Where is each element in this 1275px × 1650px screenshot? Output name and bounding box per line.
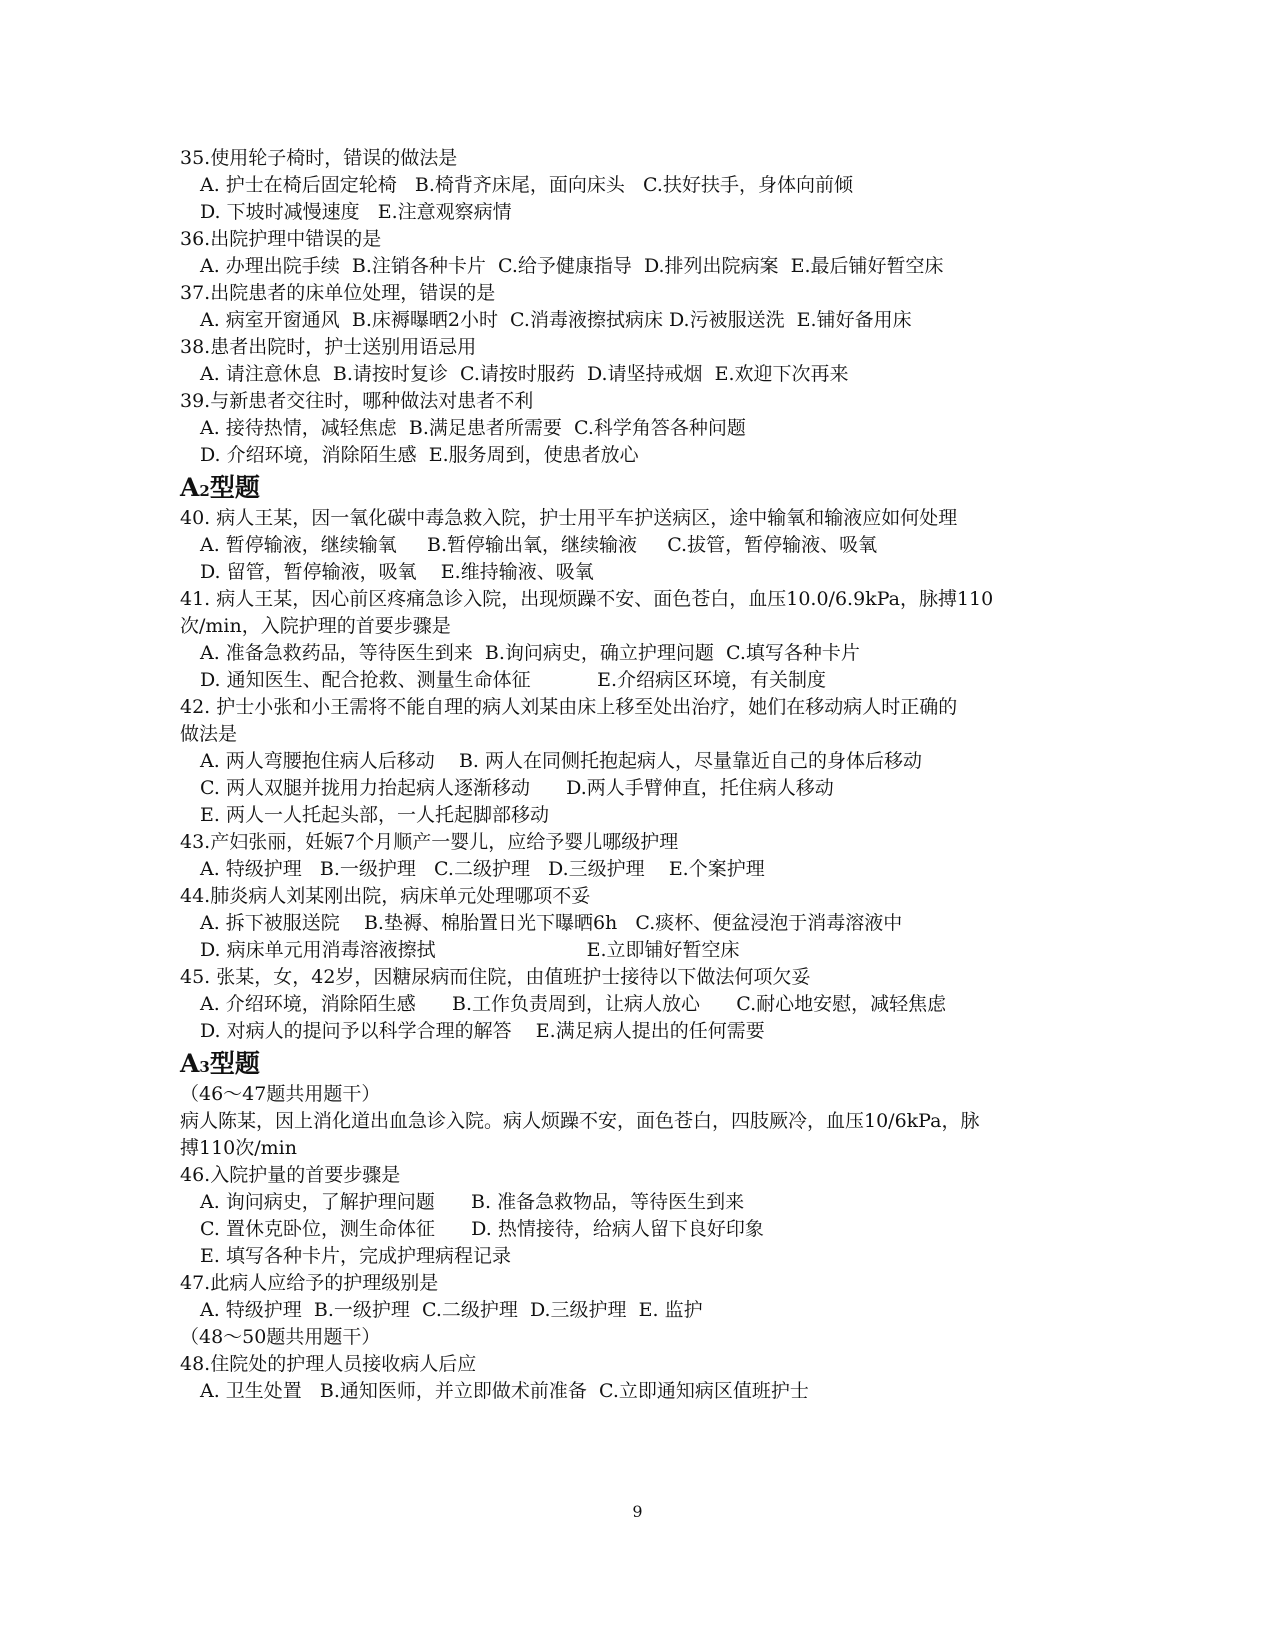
question-line: 39.与新患者交往时，哪种做法对患者不利 (180, 390, 534, 412)
section-heading-label: 型题 (209, 473, 260, 502)
question-line: 37.出院患者的床单位处理，错误的是 (180, 282, 496, 304)
question-line: 47.此病人应给予的护理级别是 (180, 1272, 439, 1294)
question-line: 36.出院护理中错误的是 (180, 228, 382, 250)
answer-options-line: A. 请注意休息 B.请按时复诊 C.请按时服药 D.请坚持戒烟 E.欢迎下次再来 (200, 363, 849, 385)
answer-options-line: A. 询问病史，了解护理问题 B. 准备急救物品，等待医生到来 (200, 1191, 745, 1213)
section-heading (180, 471, 1080, 505)
answer-options-line: A. 两人弯腰抱住病人后移动 B. 两人在同侧托抱起病人，尽量靠近自己的身体后移动 (200, 750, 923, 772)
section-heading-letter: A (180, 1049, 200, 1078)
answer-options-line: A. 卫生处置 B.通知医师，并立即做术前准备 C.立即通知病区值班护士 (200, 1380, 809, 1402)
question-line: 44.肺炎病人刘某刚出院，病床单元处理哪项不妥 (180, 885, 591, 907)
answer-options-line: A. 接待热情，减轻焦虑 B.满足患者所需要 C.科学角答各种问题 (200, 417, 746, 439)
question-line: （48～50题共用题干） (180, 1326, 381, 1348)
question-line: （46～47题共用题干） (180, 1083, 381, 1105)
question-line: 病人陈某，因上消化道出血急诊入院。病人烦躁不安，面色苍白，四肢厥冷，血压10/6kPa，脉 (180, 1110, 980, 1132)
answer-options-line: D. 留管，暂停输液，吸氧 E.维持输液、吸氧 (200, 561, 594, 583)
answer-options-line: E. 填写各种卡片，完成护理病程记录 (200, 1245, 511, 1267)
question-line: 做法是 (180, 723, 238, 745)
page-number: 9 (632, 1502, 643, 1521)
page-content (180, 145, 1080, 1405)
answer-options-line: D. 通知医生、配合抢救、测量生命体征 E.介绍病区环境，有关制度 (200, 669, 826, 691)
answer-options-line: A. 特级护理 B.一级护理 C.二级护理 D.三级护理 E.个案护理 (200, 858, 765, 880)
answer-options-line: A. 护士在椅后固定轮椅 B.椅背齐床尾，面向床头 C.扶好扶手，身体向前倾 (200, 174, 853, 196)
answer-options-line: C. 两人双腿并拢用力抬起病人逐渐移动 D.两人手臂伸直，托住病人移动 (200, 777, 834, 799)
question-line: 38.患者出院时，护士送别用语忌用 (180, 336, 477, 358)
section-heading-label: 型题 (209, 1049, 260, 1078)
question-line: 41. 病人王某，因心前区疼痛急诊入院，出现烦躁不安、面色苍白，血压10.0/6.9kPa，脉搏110 (180, 588, 994, 610)
answer-options-line: D. 对病人的提问予以科学合理的解答 E.满足病人提出的任何需要 (200, 1020, 765, 1042)
answer-options-line: A. 介绍环境，消除陌生感 B.工作负责周到，让病人放心 C.耐心地安慰，减轻焦虑 (200, 993, 947, 1015)
answer-options-line: C. 置休克卧位，测生命体征 D. 热情接待，给病人留下良好印象 (200, 1218, 764, 1240)
question-line: 40. 病人王某，因一氧化碳中毒急救入院，护士用平车护送病区，途中输氧和输液应如何处理 (180, 507, 958, 529)
answer-options-line: A. 特级护理 B.一级护理 C.二级护理 D.三级护理 E. 监护 (200, 1299, 703, 1321)
answer-options-line: A. 准备急救药品，等待医生到来 B.询问病史，确立护理问题 C.填写各种卡片 (200, 642, 860, 664)
section-heading-subscript: 3 (199, 1058, 210, 1076)
section-heading-letter: A (180, 473, 200, 502)
question-line: 35.使用轮子椅时，错误的做法是 (180, 147, 458, 169)
question-line: 搏110次/min (180, 1137, 297, 1159)
answer-options-line: A. 拆下被服送院 B.垫褥、棉胎置日光下曝晒6h C.痰杯、便盆浸泡于消毒溶液中 (200, 912, 903, 934)
section-heading (180, 1047, 1080, 1081)
question-line: 48.住院处的护理人员接收病人后应 (180, 1353, 477, 1375)
question-line: 42. 护士小张和小王需将不能自理的病人刘某由床上移至处出治疗，她们在移动病人时正确的 (180, 696, 958, 718)
question-line: 43.产妇张丽，妊娠7个月顺产一婴儿，应给予婴儿哪级护理 (180, 831, 679, 853)
question-line: 46.入院护量的首要步骤是 (180, 1164, 401, 1186)
answer-options-line: A. 办理出院手续 B.注销各种卡片 C.给予健康指导 D.排列出院病案 E.最后铺好暂空床 (200, 255, 944, 277)
question-line: 次/min，入院护理的首要步骤是 (180, 615, 451, 637)
section-heading-subscript: 2 (199, 482, 210, 500)
answer-options-line: E. 两人一人托起头部，一人托起脚部移动 (200, 804, 549, 826)
answer-options-line: A. 暂停输液，继续输氧 B.暂停输出氧，继续输液 C.拔管，暂停输液、吸氧 (200, 534, 878, 556)
answer-options-line: D. 下坡时减慢速度 E.注意观察病情 (200, 201, 512, 223)
answer-options-line: D. 病床单元用消毒溶液擦拭 E.立即铺好暂空床 (200, 939, 740, 961)
question-line: 45. 张某，女，42岁，因糖尿病而住院，由值班护士接待以下做法何项欠妥 (180, 966, 811, 988)
answer-options-line: D. 介绍环境，消除陌生感 E.服务周到，使患者放心 (200, 444, 639, 466)
answer-options-line: A. 病室开窗通风 B.床褥曝晒2小时 C.消毒液擦拭病床 D.污被服送洗 E.铺好备用床 (200, 309, 912, 331)
